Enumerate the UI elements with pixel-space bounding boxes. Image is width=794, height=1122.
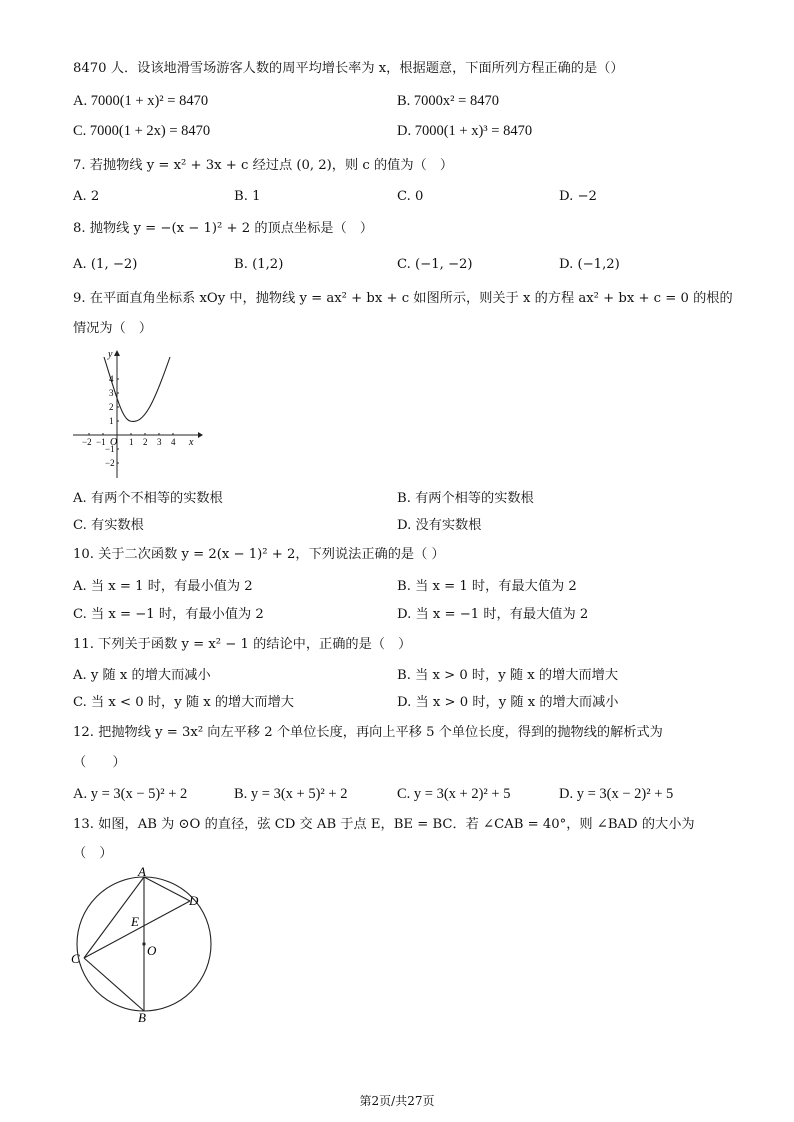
q9-parabola-figure [70, 345, 205, 485]
q7-option-a: A. 2 [73, 189, 100, 204]
q12-option-b: B. y = 3(x + 5)² + 2 [234, 786, 348, 802]
q11-option-a: A. y 随 x 的增大而减小 [73, 668, 211, 683]
point-a-label: A [138, 866, 146, 879]
q9-stem-line2: 情况为（ ） [73, 321, 153, 336]
q7-stem: 7. 若抛物线 y = x² + 3x + c 经过点 (0, 2)，则 c 的值为（ ） [73, 158, 454, 173]
y-tick-label: 3 [109, 388, 114, 398]
y-tick-label: −2 [105, 458, 115, 468]
q9-option-a: A. 有两个不相等的实数根 [73, 491, 223, 506]
q10-stem: 10. 关于二次函数 y = 2(x − 1)² + 2，下列说法正确的是（ ） [73, 547, 445, 562]
x-axis-arrow [198, 432, 203, 438]
x-tick-label: −1 [96, 437, 106, 447]
q11-option-b: B. 当 x > 0 时，y 随 x 的增大而增大 [397, 668, 619, 683]
q13-stem-line2: （ ） [73, 846, 113, 861]
point-o-label: O [147, 943, 157, 958]
intro-option-a: A. 7000(1 + x)² = 8470 [73, 93, 209, 109]
q9-stem-line1: 9. 在平面直角坐标系 xOy 中，抛物线 y = ax² + bx + c 如图所示，则关于 x 的方程 ax² + bx + c = 0 的根的 [73, 291, 733, 306]
x-tick-label: 2 [143, 437, 148, 447]
q10-option-b: B. 当 x = 1 时，有最大值为 2 [397, 579, 577, 594]
x-tick-label: 1 [129, 437, 134, 447]
q10-option-d: D. 当 x = −1 时，有最大值为 2 [397, 607, 589, 622]
x-tick-label: 4 [171, 437, 176, 447]
point-b-label: B [138, 1010, 146, 1025]
chord-cd [84, 901, 190, 958]
q12-stem-line2: （ ） [73, 755, 126, 770]
intro-option-b: B. 7000x² = 8470 [397, 93, 499, 109]
q9-option-d: D. 没有实数根 [397, 518, 482, 533]
q8-stem: 8. 抛物线 y = −(x − 1)² + 2 的顶点坐标是（ ） [73, 221, 374, 236]
origin-label: O [110, 437, 118, 448]
point-e-label: E [131, 914, 139, 929]
segment-bc [84, 958, 144, 1011]
q7-option-d: D. −2 [559, 189, 597, 204]
y-tick-label: −1 [105, 444, 115, 454]
y-axis-arrow [114, 350, 120, 356]
point-d-label: D [189, 893, 199, 908]
q9-option-b: B. 有两个相等的实数根 [397, 491, 534, 506]
intro-option-c: C. 7000(1 + 2x) = 8470 [73, 123, 211, 139]
q11-option-c: C. 当 x < 0 时，y 随 x 的增大而增大 [73, 695, 294, 710]
x-tick-label: 3 [157, 437, 162, 447]
q9-option-c: C. 有实数根 [73, 518, 144, 533]
x-tick-label: −2 [82, 437, 92, 447]
q10-option-c: C. 当 x = −1 时，有最小值为 2 [73, 607, 264, 622]
q12-option-c: C. y = 3(x + 2)² + 5 [397, 786, 511, 802]
intro-stem: 8470 人．设该地滑雪场游客人数的周平均增长率为 x，根据题意，下面所列方程正确的是（） [73, 61, 624, 76]
x-axis-label: x [189, 437, 194, 448]
parabola-curve [104, 357, 170, 421]
q7-option-c: C. 0 [397, 189, 424, 204]
q13-stem-line1: 13. 如图，AB 为 ⊙O 的直径，弦 CD 交 AB 于点 E，BE = BC．若 ∠CAB = 40°，则 ∠BAD 的大小为 [73, 817, 695, 832]
q8-option-d: D. (−1,2) [559, 257, 620, 272]
center-point [142, 942, 145, 945]
q11-stem: 11. 下列关于函数 y = x² − 1 的结论中，正确的是（ ） [73, 637, 412, 652]
y-tick-label: 1 [109, 416, 114, 426]
q8-option-c: C. (−1, −2) [397, 257, 473, 272]
q11-option-d: D. 当 x > 0 时，y 随 x 的增大而减小 [397, 695, 619, 710]
q8-option-a: A. (1, −2) [73, 257, 138, 272]
q12-stem-line1: 12. 把抛物线 y = 3x² 向左平移 2 个单位长度，再向上平移 5 个单位长度，得到的抛物线的解析式为 [73, 725, 663, 740]
q12-option-a: A. y = 3(x − 5)² + 2 [73, 786, 188, 802]
point-c-label: C [71, 951, 80, 966]
y-tick-label: 4 [109, 374, 114, 384]
y-tick-label: 2 [109, 402, 114, 412]
intro-option-d: D. 7000(1 + x)³ = 8470 [397, 123, 533, 139]
q13-circle-figure [65, 866, 225, 1026]
page-number: 第2页/共27页 [359, 1094, 435, 1108]
y-axis-label: y [108, 349, 113, 360]
q7-option-b: B. 1 [234, 189, 261, 204]
q10-option-a: A. 当 x = 1 时，有最小值为 2 [73, 579, 253, 594]
q8-option-b: B. (1,2) [234, 257, 284, 272]
q12-option-d: D. y = 3(x − 2)² + 5 [559, 786, 674, 802]
